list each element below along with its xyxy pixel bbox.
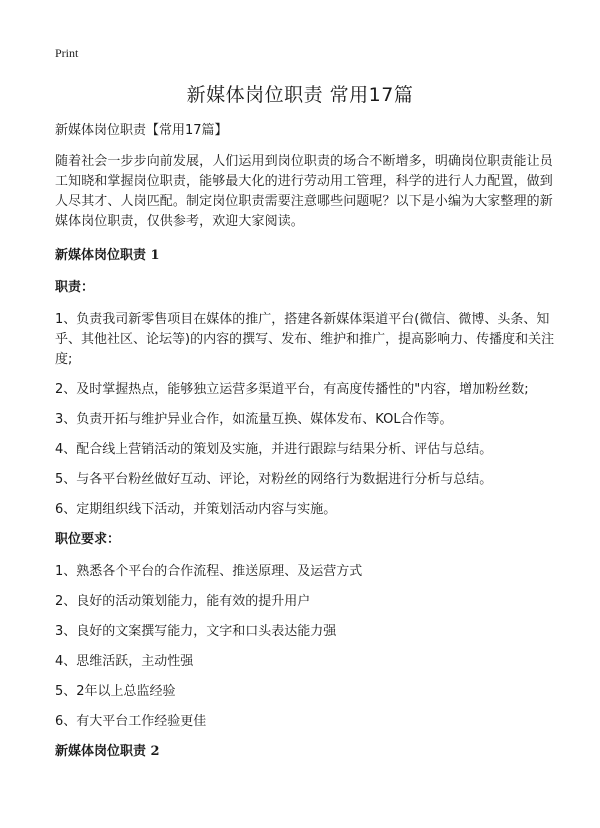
requirement-item-1: 1、熟悉各个平台的合作流程、推送原理、及运营方式 bbox=[55, 564, 363, 579]
duty-item-3: 3、负责开拓与维护异业合作，如流量互换、媒体发布、KOL合作等。 bbox=[55, 412, 453, 427]
document-subtitle: 新媒体岗位职责【常用17篇】 bbox=[55, 123, 228, 138]
duties-heading: 职责： bbox=[55, 280, 95, 295]
duty-item-6: 6、定期组织线下活动，并策划活动内容与实施。 bbox=[55, 502, 337, 517]
requirement-item-5: 5、2年以上总监经验 bbox=[55, 684, 176, 699]
document-title: 新媒体岗位职责 常用17篇 bbox=[186, 84, 414, 106]
document-body bbox=[55, 121, 555, 774]
requirement-item-3: 3、良好的文案撰写能力，文字和口头表达能力强 bbox=[55, 624, 337, 639]
requirement-item-2: 2、良好的活动策划能力，能有效的提升用户 bbox=[55, 594, 311, 609]
duty-item-1: 1、负责我司新零售项目在媒体的推广，搭建各新媒体渠道平台(微信、微博、头条、知乎、其他社区、论坛等)的内容的撰写、发布、维护和推广，提高影响力、传播度和关注度; bbox=[55, 312, 555, 367]
intro-paragraph: 随着社会一步步向前发展，人们运用到岗位职责的场合不断增多，明确岗位职责能让员工知晓和掌握岗位职责，能够最大化的进行劳动用工管理，科学的进行人力配置，做到人尽其才、人岗匹配。制定岗位职责需要注意哪些问题呢？以下是小编为大家整理的新媒体岗位职责，仅供参考，欢迎大家阅读。 bbox=[55, 154, 553, 229]
duty-item-5: 5、与各平台粉丝做好互动、评论，对粉丝的网络行为数据进行分析与总结。 bbox=[55, 472, 493, 487]
requirement-item-4: 4、思维活跃，主动性强 bbox=[55, 654, 194, 669]
requirement-item-6: 6、有大平台工作经验更佳 bbox=[55, 714, 207, 729]
print-label: Print bbox=[55, 46, 79, 60]
duty-item-2: 2、及时掌握热点，能够独立运营多渠道平台，有高度传播性的"内容，增加粉丝数; bbox=[55, 382, 529, 397]
section-heading-1: 新媒体岗位职责 1 bbox=[55, 248, 160, 263]
duty-item-4: 4、配合线上营销活动的策划及实施，并进行跟踪与结果分析、评估与总结。 bbox=[55, 442, 493, 457]
section-heading-2: 新媒体岗位职责 2 bbox=[55, 744, 160, 759]
requirements-heading: 职位要求： bbox=[55, 532, 121, 547]
